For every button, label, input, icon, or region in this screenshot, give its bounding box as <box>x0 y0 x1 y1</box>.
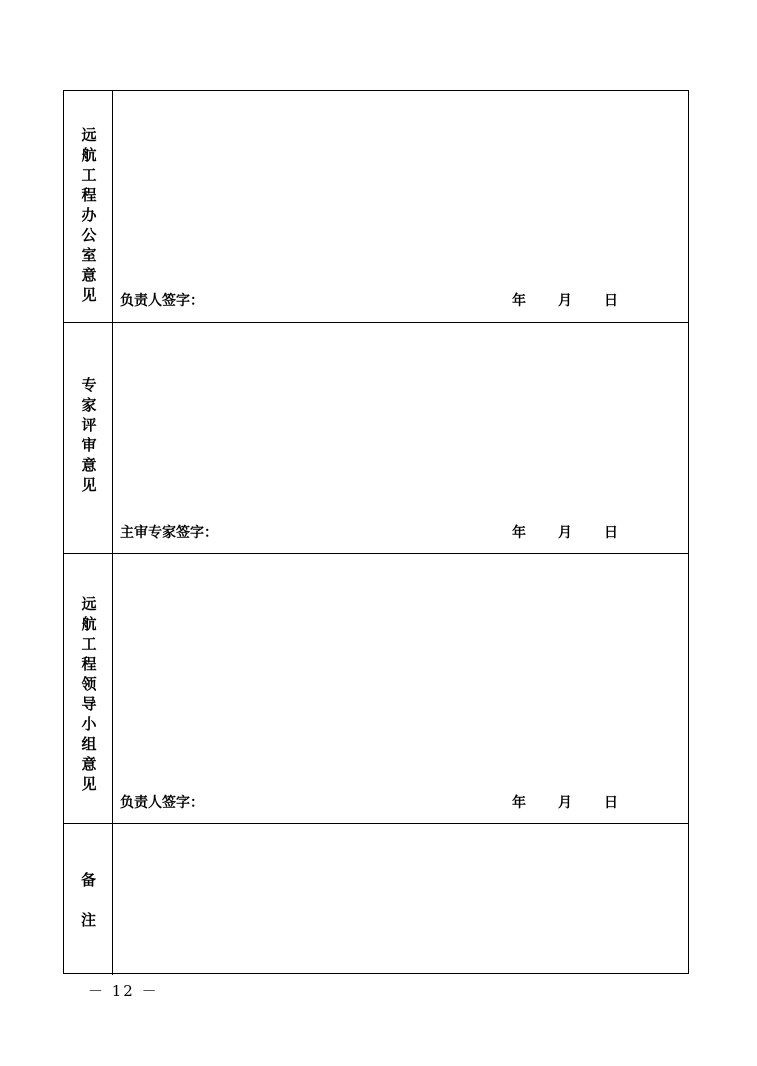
remarks-label-char-1: 备 <box>80 871 96 889</box>
office-date-year: 年 <box>512 293 526 309</box>
office-date-month: 月 <box>558 293 572 309</box>
office-opinion-label-cell <box>64 91 113 322</box>
leadership-group-content-area[interactable] <box>113 554 688 823</box>
expert-review-row <box>64 322 688 553</box>
approval-form-table <box>63 90 689 974</box>
expert-signature-label: 主审专家签字： <box>120 525 218 541</box>
office-date-day: 日 <box>604 293 618 309</box>
remarks-row <box>64 823 688 975</box>
expert-date-year: 年 <box>512 525 526 541</box>
office-opinion-content-area[interactable] <box>113 91 688 322</box>
page-number: － 12 － <box>88 982 159 1000</box>
expert-date-day: 日 <box>604 525 618 541</box>
office-signature-label: 负责人签字： <box>120 293 204 309</box>
expert-review-content-area[interactable] <box>113 323 688 553</box>
expert-review-label: 专家评审意见 <box>79 377 98 497</box>
expert-date-month: 月 <box>558 525 572 541</box>
leadership-date-month: 月 <box>558 795 572 811</box>
leadership-group-label-cell <box>64 554 113 823</box>
office-opinion-row <box>64 91 688 322</box>
remarks-content-area[interactable] <box>113 824 688 975</box>
leadership-group-label: 远航工程领导小组意见 <box>79 596 98 796</box>
remarks-label-char-2: 注 <box>80 911 96 929</box>
expert-review-label-cell <box>64 323 113 553</box>
leadership-signature-label: 负责人签字： <box>120 795 204 811</box>
leadership-date-day: 日 <box>604 795 618 811</box>
office-opinion-label: 远航工程办公室意见 <box>79 127 98 307</box>
leadership-group-row <box>64 553 688 823</box>
remarks-label-cell <box>64 824 113 975</box>
leadership-date-year: 年 <box>512 795 526 811</box>
